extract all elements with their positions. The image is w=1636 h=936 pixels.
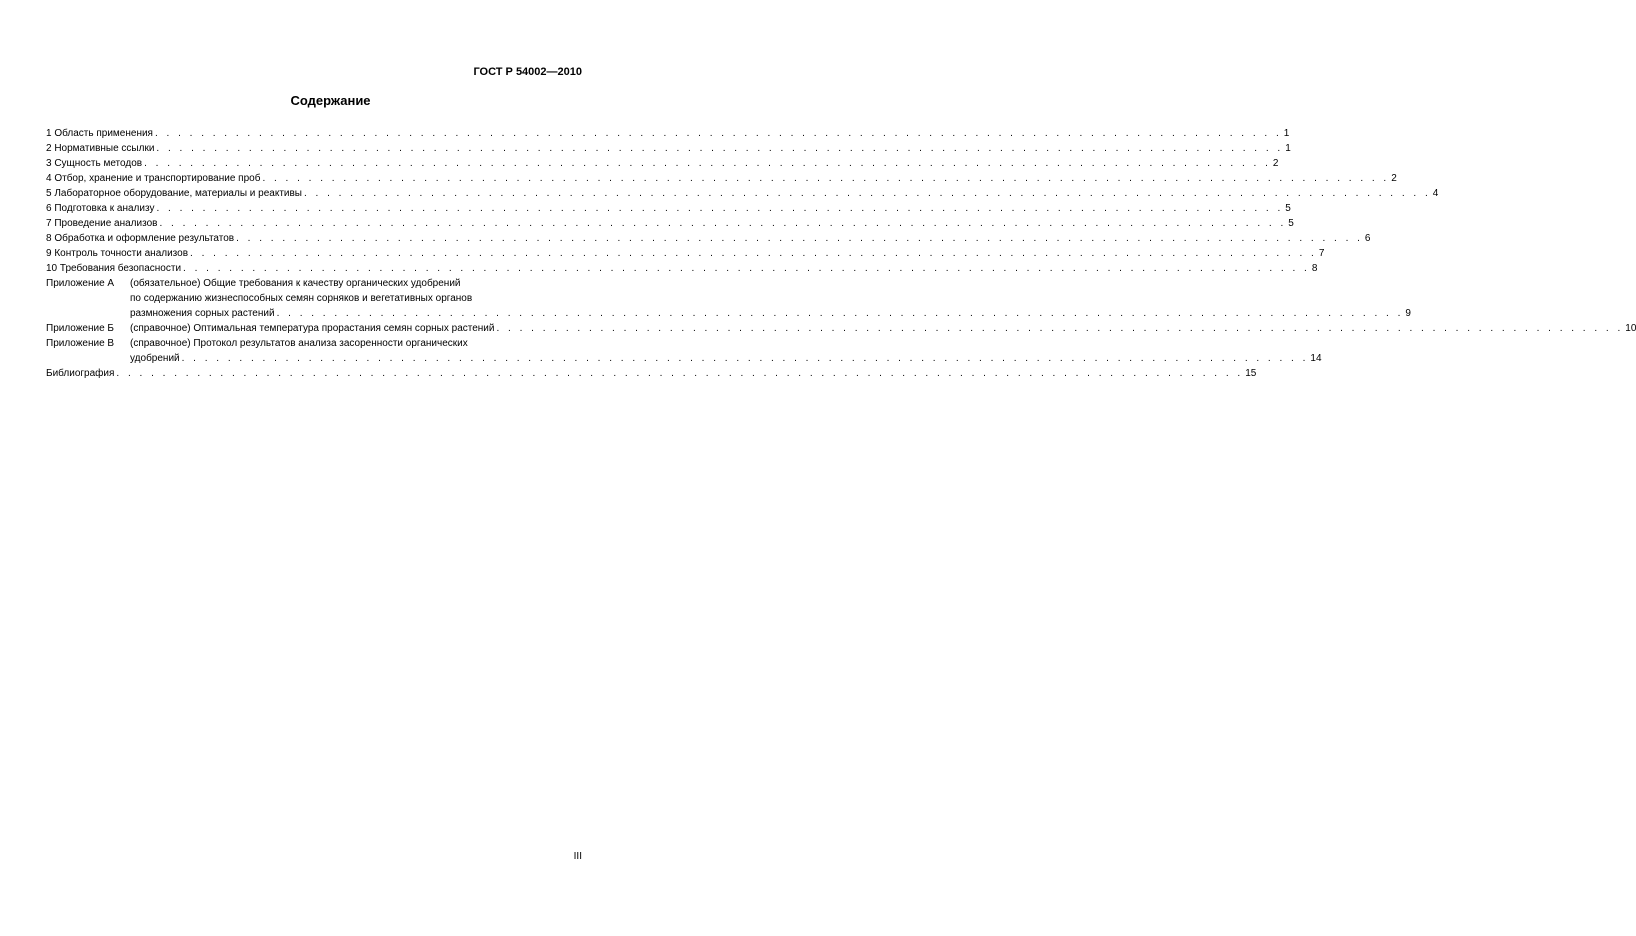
annex-title-line: размножения сорных растений [130,308,275,319]
toc-entry-page: 2 [1272,158,1279,169]
dot-leader [236,231,1363,246]
page-number: III [573,851,582,862]
annex-title-line: (обязательное) Общие требования к качеству органических удобрений [130,278,461,289]
toc-entry-page: 15 [1245,368,1257,379]
toc-entry-label: 9 Контроль точности анализов [46,248,189,259]
toc-entry-page: 14 [1310,353,1322,364]
dot-leader [116,366,1243,381]
toc-entry-page: 8 [1311,263,1318,274]
annex-title-line: (справочное) Протокол результатов анализа засоренности органических [130,338,468,349]
dot-leader [155,126,1282,141]
dot-leader [262,171,1389,186]
page-title: Содержание [290,93,371,108]
annex-name: Приложение А [46,278,115,289]
toc-entry-page: 9 [1405,308,1411,319]
dot-leader [144,156,1271,171]
toc-entry-page: 5 [1288,218,1294,229]
toc-entry-bibliography[interactable] [46,366,1257,381]
annex-title-line: по содержанию жизнеспособных семян сорняков и вегетативных органов [130,293,473,304]
annex-title-line: (справочное) Оптимальная температура прорастания семян сорных растений [130,323,495,334]
toc-entry-label: 8 Обработка и оформление результатов [46,233,235,244]
toc-entry-page: 4 [1432,188,1439,199]
toc-entry[interactable] [46,231,1371,246]
toc-entry-page: 7 [1318,248,1325,259]
toc-annex-v[interactable] [46,336,1322,366]
dot-leader [183,261,1310,276]
toc-entry-page: 6 [1364,233,1371,244]
dot-leader [190,246,1317,261]
toc-entry-label: 4 Отбор, хранение и транспортирование проб [46,173,261,184]
table-of-contents [46,126,1636,381]
dot-leader [156,141,1283,156]
toc-entry[interactable] [46,126,1290,141]
toc-entry-label: 1 Область применения [46,128,153,139]
toc-entry-label: 2 Нормативные ссылки [46,143,155,154]
toc-entry-label: Библиография [46,368,115,379]
dot-leader [277,306,1404,321]
dot-leader [159,216,1286,231]
toc-entry[interactable] [46,141,1291,156]
toc-entry[interactable] [46,201,1291,216]
toc-entry-page: 1 [1283,128,1290,139]
toc-entry[interactable] [46,186,1439,201]
toc-entry-page: 5 [1285,203,1291,214]
toc-entry[interactable] [46,216,1294,231]
annex-name: Приложение В [46,338,115,349]
toc-entry-label: 10 Требования безопасности [46,263,182,274]
toc-annex-b[interactable] [46,321,1636,336]
toc-entry-label: 3 Сущность методов [46,158,143,169]
toc-entry-label: 6 Подготовка к анализу [46,203,155,214]
document-code: ГОСТ Р 54002—2010 [473,66,582,78]
toc-entry-page: 2 [1391,173,1397,184]
annex-name: Приложение Б [46,323,114,334]
dot-leader [156,201,1283,216]
toc-entry-label: 5 Лабораторное оборудование, материалы и реактивы [46,188,302,199]
toc-entry[interactable] [46,156,1279,171]
annex-title-line: удобрений [130,353,180,364]
dot-leader [182,351,1309,366]
toc-entry-label: 7 Проведение анализов [46,218,158,229]
toc-entry-page: 1 [1285,143,1291,154]
toc-entry[interactable] [46,261,1318,276]
dot-leader [304,186,1431,201]
toc-annex-a[interactable] [46,276,1411,321]
toc-entry-page: 10 [1625,323,1636,334]
dot-leader [496,321,1623,336]
toc-entry[interactable] [46,246,1325,261]
toc-entry[interactable] [46,171,1397,186]
